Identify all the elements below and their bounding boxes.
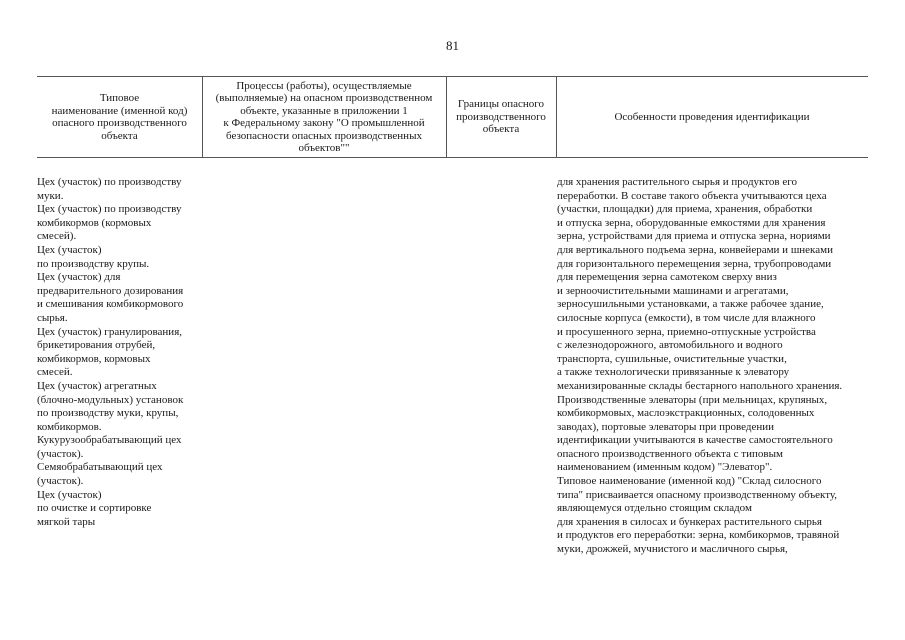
text-line: для горизонтального перемещения зерна, трубопроводами xyxy=(557,257,832,270)
text-line: брикетирования отрубей, xyxy=(37,339,156,352)
text-line: (участок). xyxy=(37,447,84,460)
text-line: для перемещения зерна самотеком сверху вниз xyxy=(557,271,777,284)
text-line: по производству муки, крупы, xyxy=(37,407,179,420)
text-line: муки. xyxy=(37,189,64,202)
text-line: и смешивания комбикормового xyxy=(37,298,184,311)
text-line: зерна, устройствами для приема и отпуска зерна, нориями xyxy=(557,230,831,243)
text-line: для хранения растительного сырья и продуктов его xyxy=(557,176,797,188)
header-boundaries: Границы опасного производственного объекта xyxy=(456,98,546,136)
text-line: заводах), портовые элеваторы при проведении xyxy=(557,420,775,433)
text-line: идентификации учитываются в качестве самостоятельного xyxy=(557,434,833,447)
text-line: Семяобрабатывающий цех xyxy=(37,461,163,474)
text-line: Цех (участок) для xyxy=(37,271,121,284)
text-line: по производству крупы. xyxy=(37,257,150,270)
identification-cell xyxy=(557,176,872,557)
text-line: для хранения в силосах и бункерах растительного сырья xyxy=(557,515,822,528)
text-line: комбикормов. xyxy=(37,420,102,433)
text-line: механизированные склады бестарного напольного хранения. xyxy=(557,379,843,392)
text-line: Производственные элеваторы (при мельницах, крупяных, xyxy=(557,393,828,406)
text-line: Цех (участок) по производству xyxy=(37,176,182,188)
text-line: муки, дрожжей, мучнистого и масличного сырья, xyxy=(557,543,788,556)
text-line: предварительного дозирования xyxy=(37,284,184,297)
type-name-cell xyxy=(37,176,207,529)
text-line: с железнодорожного, автомобильного и водного xyxy=(557,339,783,352)
header-identification: Особенности проведения идентификации xyxy=(614,110,810,123)
page-number: 81 xyxy=(446,38,459,53)
header-processes: Процессы (работы), осуществляемые (выполняемые) на опасном производственном объекте, указанные в приложении 1 к Федеральному закону "О промышленной безопасности опасных производственных объектов"" xyxy=(215,79,433,154)
text-line: транспорта, сушильные, очистительные участки, xyxy=(557,352,787,365)
text-line: комбикормовых, маслоэкстракционных, солодовенных xyxy=(557,407,815,420)
text-line: Цех (участок) xyxy=(37,488,102,501)
text-line: силосные корпуса (емкости), в том числе для влажного xyxy=(557,311,816,324)
text-line: наименованием (именным кодом) "Элеватор". xyxy=(557,461,773,474)
text-line: смесей. xyxy=(37,366,73,379)
text-line: комбикормов, кормовых xyxy=(37,352,151,365)
text-line: мягкой тары xyxy=(37,515,96,528)
text-line: (участок). xyxy=(37,475,84,488)
text-line: по очистке и сортировке xyxy=(37,502,152,515)
text-line: (участки, площадки) для приема, хранения, обработки xyxy=(557,203,813,216)
text-line: Кукурузообрабатывающий цех xyxy=(37,434,182,447)
text-line: и зерноочистительными машинами и агрегатами, xyxy=(557,284,789,297)
text-line: Типовое наименование (именной код) "Склад силосного xyxy=(557,475,822,488)
text-line: сырья. xyxy=(37,311,68,324)
text-line: типа" присваивается опасному производственному объекту, xyxy=(557,488,838,501)
header-type-name: Типовое наименование (именной код) опасного производственного объекта xyxy=(51,92,188,142)
text-line: Цех (участок) по производству xyxy=(37,203,182,216)
text-line: переработки. В составе такого объекта учитываются цеха xyxy=(557,189,827,202)
text-line: смесей). xyxy=(37,230,77,243)
text-line: Цех (участок) агрегатных xyxy=(37,379,157,392)
text-line: комбикормов (кормовых xyxy=(37,216,152,229)
table-header-bottom-rule xyxy=(37,157,868,158)
text-line: и продуктов его переработки: зерна, комбикормов, травяной xyxy=(557,529,840,542)
text-line: для вертикального подъема зерна, конвейерами и шнеками xyxy=(557,243,833,256)
text-line: и отпуска зерна, оборудованные емкостями для хранения xyxy=(557,216,826,229)
text-line: Цех (участок) гранулирования, xyxy=(37,325,182,338)
text-line: (блочно-модульных) установок xyxy=(37,393,184,406)
text-line: являющемуся отдельно стоящим складом xyxy=(557,502,752,515)
text-line: опасного производственного объекта с типовым xyxy=(557,447,783,460)
text-line: зерносушильными установками, а также рабочее здание, xyxy=(557,298,824,311)
text-line: а также технологически привязанные к элеватору xyxy=(557,366,790,379)
text-line: и просушенного зерна, приемно-отпускные устройства xyxy=(557,325,816,338)
text-line: Цех (участок) xyxy=(37,243,102,256)
